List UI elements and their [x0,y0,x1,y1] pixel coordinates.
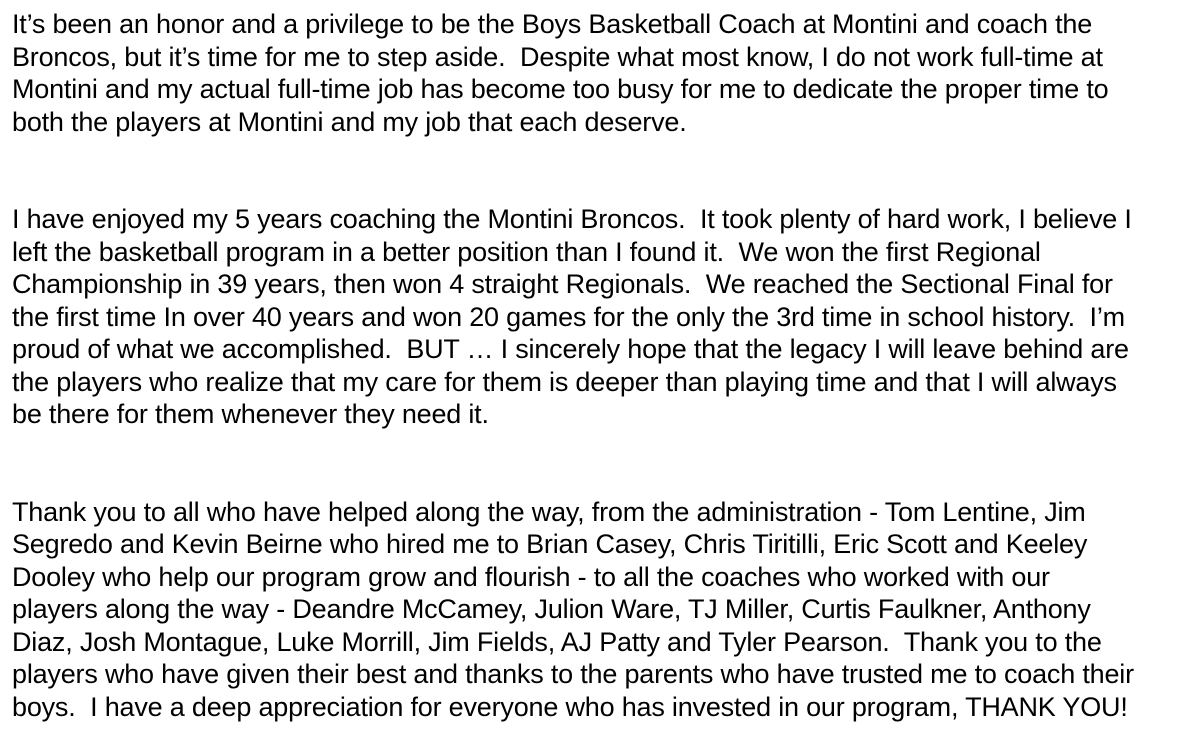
text-line: left the basketball program in a better position than I found it. We won the first Regional [12,236,1041,267]
paragraph-thanks [12,496,1190,724]
text-line: proud of what we accomplished. BUT … I sincerely hope that the legacy I will leave behind are [12,334,1129,364]
text-line: Thank you to all who have helped along the way, from the administration - Tom Lentine, Jim [12,496,1086,527]
text-line: the first time In over 40 years and won 20 games for the only the 3rd time in school history. I’m [12,301,1125,332]
text-line: be there for them whenever they need it. [12,399,489,429]
text-line: Broncos, but it’s time for me to step aside. Despite what most know, I do not work full-time at [12,41,1103,72]
paragraph-accomplishments [12,203,1190,431]
text-line: the players who realize that my care for them is deeper than playing time and that I will always [12,366,1117,397]
text-line: Diaz, Josh Montague, Luke Morrill, Jim Fields, AJ Patty and Tyler Pearson. Thank you to the [12,626,1102,657]
text-line: I have enjoyed my 5 years coaching the Montini Broncos. It took plenty of hard work, I believe I [12,204,1132,234]
text-line: both the players at Montini and my job that each deserve. [12,106,687,137]
text-line: Montini and my actual full-time job has become too busy for me to dedicate the proper time to [12,74,1109,104]
text-line: players who have given their best and thanks to the parents who have trusted me to coach their [12,659,1134,689]
text-line: players along the way - Deandre McCamey, Julion Ware, TJ Miller, Curtis Faulkner, Anthony [12,594,1091,624]
text-line: Championship in 39 years, then won 4 straight Regionals. We reached the Sectional Final for [12,269,1113,299]
text-line: Segredo and Kevin Beirne who hired me to Brian Casey, Chris Tiritilli, Eric Scott and Keeley [12,529,1088,559]
text-line: boys. I have a deep appreciation for everyone who has invested in our program, THANK YOU! [12,691,1128,722]
text-line: It’s been an honor and a privilege to be the Boys Basketball Coach at Montini and coach the [12,9,1093,39]
text-line: Dooley who help our program grow and flourish - to all the coaches who worked with our [12,561,1050,592]
paragraph-intro [12,8,1190,138]
